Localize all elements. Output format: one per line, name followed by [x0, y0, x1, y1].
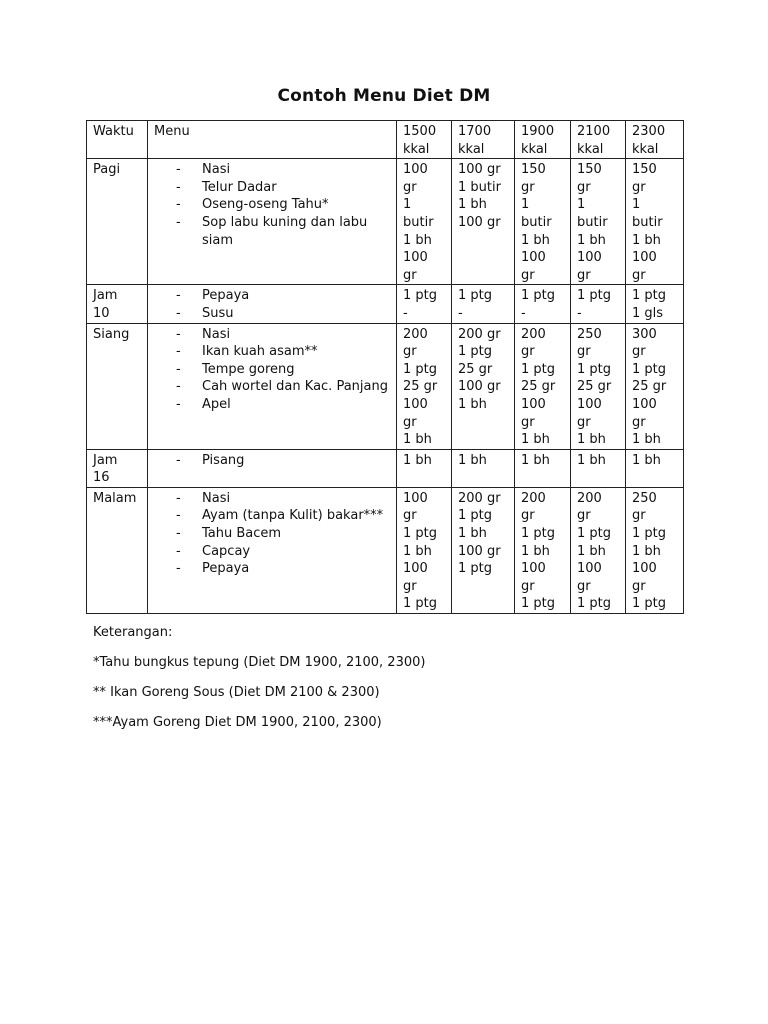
portion-cell [452, 323, 515, 449]
portion-cell [515, 159, 571, 285]
portion-value: - [403, 305, 408, 321]
portion-value: 1 ptg [521, 288, 556, 304]
portion-value: 200 gr [458, 490, 501, 506]
portion-value: 100 [403, 561, 428, 577]
portion-cell [397, 449, 452, 487]
portion-cell [515, 323, 571, 449]
portion-value: 200 [577, 490, 602, 506]
header-kcal-number: 1700 [458, 124, 492, 139]
header-kcal-number: 2100 [577, 124, 611, 139]
portion-value: 150 [577, 162, 602, 178]
menu-item: - Nasi [176, 161, 391, 179]
page-title: Contoh Menu Diet DM [277, 86, 491, 106]
waktu-label: Malam [93, 490, 137, 506]
portion-value: 150 [521, 162, 546, 178]
portion-cell [452, 285, 515, 323]
menu-item: - Oseng-oseng Tahu* [176, 196, 391, 214]
portion-cell [626, 323, 684, 449]
portion-value: 25 gr [632, 379, 667, 395]
portion-value: 1 bh [403, 452, 432, 468]
portion-value: 1 [577, 197, 586, 213]
portion-value: butir [521, 214, 552, 230]
menu-cell [148, 449, 397, 487]
waktu-label: Pagi [93, 162, 121, 178]
portion-value: gr [632, 179, 646, 195]
portion-value: 200 [521, 490, 546, 506]
diet-menu-table [86, 120, 684, 614]
menu-item: - Tahu Bacem [176, 525, 391, 543]
portion-value: gr [632, 414, 646, 430]
portion-cell [397, 159, 452, 285]
portion-value: 100 [577, 396, 602, 412]
header-kcal-number: 2300 [632, 124, 666, 139]
menu-item: - Pisang [176, 452, 391, 470]
portion-value: - [577, 305, 582, 321]
portion-value: 1 bh [577, 432, 606, 448]
portion-value: - [458, 305, 463, 321]
header-kcal-unit: kkal [521, 141, 548, 157]
portion-value: 1 [632, 197, 641, 213]
portion-value: gr [521, 267, 535, 283]
portion-cell [452, 159, 515, 285]
portion-value: 1 bh [458, 197, 487, 213]
portion-value: 1 bh [403, 543, 432, 559]
portion-value: 1 ptg [403, 596, 438, 612]
portion-value: 25 gr [577, 379, 612, 395]
waktu-label: Jam [93, 452, 118, 468]
waktu-label: 16 [93, 470, 110, 486]
menu-item: - Cah wortel dan Kac. Panjang [176, 378, 391, 396]
portion-value: gr [577, 267, 591, 283]
notes-heading: Keterangan: [93, 625, 173, 640]
waktu-label: Jam [93, 288, 118, 304]
portion-cell [515, 285, 571, 323]
portion-value: butir [577, 214, 608, 230]
portion-value: gr [632, 267, 646, 283]
menu-item: - Nasi [176, 490, 391, 508]
portion-value: 1 bh [403, 232, 432, 248]
portion-value: 250 [577, 326, 602, 342]
portion-value: gr [403, 267, 417, 283]
menu-item: - Capcay [176, 543, 391, 561]
header-kcal-number: 1900 [521, 124, 555, 139]
portion-value: 1 bh [521, 543, 550, 559]
portion-value: 100 [403, 162, 428, 178]
header-kcal-number: 1500 [403, 124, 437, 139]
table-header-row [87, 121, 684, 159]
portion-value: 100 gr [458, 162, 501, 178]
menu-item: - Ayam (tanpa Kulit) bakar*** [176, 507, 391, 525]
portion-value: 1 ptg [577, 288, 612, 304]
waktu-cell [87, 285, 148, 323]
portion-value: gr [632, 508, 646, 524]
portion-cell [626, 449, 684, 487]
portion-value: gr [577, 578, 591, 594]
portion-value: 1 ptg [458, 344, 493, 360]
portion-value: 1 [403, 197, 412, 213]
menu-list [176, 161, 391, 249]
portion-value: 1 bh [458, 452, 487, 468]
portion-cell [571, 159, 626, 285]
portion-value: 1 ptg [577, 526, 612, 542]
menu-item: - Tempe goreng [176, 361, 391, 379]
portion-cell [571, 449, 626, 487]
portion-value: 1 bh [458, 396, 487, 412]
menu-item: - Nasi [176, 326, 391, 344]
menu-cell [148, 285, 397, 323]
table-row [87, 487, 684, 613]
portion-value: 200 gr [458, 326, 501, 342]
portion-value: 100 [521, 250, 546, 266]
portion-cell [571, 487, 626, 613]
portion-value: gr [403, 414, 417, 430]
portion-cell [397, 285, 452, 323]
portion-value: 25 gr [458, 361, 493, 377]
portion-value: gr [521, 179, 535, 195]
table-row [87, 285, 684, 323]
portion-value: butir [403, 214, 434, 230]
menu-item: - Telur Dadar [176, 179, 391, 197]
portion-value: 100 gr [458, 543, 501, 559]
waktu-cell [87, 487, 148, 613]
portion-value: gr [403, 508, 417, 524]
portion-value: 1 bh [403, 432, 432, 448]
portion-value: 1 ptg [577, 361, 612, 377]
portion-value: 1 bh [577, 452, 606, 468]
portion-cell [397, 487, 452, 613]
portion-value: 1 ptg [403, 361, 438, 377]
portion-value: 1 bh [521, 452, 550, 468]
portion-value: - [521, 305, 526, 321]
portion-value: 1 ptg [403, 526, 438, 542]
note-item: *Tahu bungkus tepung (Diet DM 1900, 2100, 2300) [93, 655, 426, 670]
portion-value: 100 [632, 250, 657, 266]
header-waktu: Waktu [87, 121, 148, 159]
portion-value: 100 gr [458, 214, 501, 230]
portion-value: 1 ptg [521, 526, 556, 542]
menu-item: - Susu [176, 305, 391, 323]
header-menu: Menu [148, 121, 397, 159]
portion-value: 1 ptg [403, 288, 438, 304]
portion-value: 1 bh [521, 432, 550, 448]
menu-list [176, 452, 391, 470]
portion-value: 1 ptg [521, 361, 556, 377]
portion-cell [626, 159, 684, 285]
portion-value: gr [521, 578, 535, 594]
menu-item: - Pepaya [176, 560, 391, 578]
waktu-label: Siang [93, 326, 130, 342]
portion-value: 1 ptg [458, 288, 493, 304]
portion-value: gr [632, 578, 646, 594]
header-kcal-2300 [626, 121, 684, 159]
portion-value: 100 [403, 250, 428, 266]
header-kcal-unit: kkal [403, 141, 430, 157]
table-row [87, 159, 684, 285]
portion-value: 150 [632, 162, 657, 178]
portion-value: 1 ptg [458, 508, 493, 524]
waktu-cell [87, 323, 148, 449]
portion-value: 1 ptg [577, 596, 612, 612]
portion-value: 100 [577, 250, 602, 266]
portion-value: gr [577, 179, 591, 195]
portion-value: 1 bh [458, 526, 487, 542]
table-row [87, 323, 684, 449]
portion-value: 1 ptg [632, 288, 667, 304]
notes-section [93, 624, 425, 744]
portion-value: 100 [521, 561, 546, 577]
portion-value: gr [577, 414, 591, 430]
menu-list [176, 287, 391, 322]
portion-value: gr [577, 508, 591, 524]
portion-value: 1 [521, 197, 530, 213]
portion-value: gr [632, 344, 646, 360]
waktu-cell [87, 159, 148, 285]
waktu-cell [87, 449, 148, 487]
portion-value: 250 [632, 490, 657, 506]
header-kcal-2100 [571, 121, 626, 159]
portion-cell [626, 285, 684, 323]
portion-value: gr [403, 179, 417, 195]
portion-value: 100 [632, 396, 657, 412]
portion-cell [452, 449, 515, 487]
portion-value: 1 ptg [632, 596, 667, 612]
portion-value: gr [521, 508, 535, 524]
portion-value: 1 butir [458, 179, 501, 195]
portion-cell [515, 487, 571, 613]
portion-value: gr [403, 344, 417, 360]
portion-value: 1 bh [632, 432, 661, 448]
portion-cell [626, 487, 684, 613]
portion-value: butir [632, 214, 663, 230]
portion-value: 100 [577, 561, 602, 577]
portion-value: 1 ptg [632, 361, 667, 377]
menu-item: - Pepaya [176, 287, 391, 305]
menu-cell [148, 487, 397, 613]
portion-value: 200 [403, 326, 428, 342]
portion-value: 1 bh [521, 232, 550, 248]
portion-value: 1 ptg [521, 596, 556, 612]
portion-value: 300 [632, 326, 657, 342]
table-body [87, 121, 684, 614]
portion-value: gr [577, 344, 591, 360]
menu-item: - Sop labu kuning dan labu siam [176, 214, 391, 249]
portion-value: 1 bh [577, 232, 606, 248]
portion-value: 25 gr [521, 379, 556, 395]
portion-value: 1 bh [632, 452, 661, 468]
menu-item: - Apel [176, 396, 391, 414]
menu-list [176, 490, 391, 578]
menu-item: - Ikan kuah asam** [176, 343, 391, 361]
portion-value: 1 ptg [458, 561, 493, 577]
portion-cell [397, 323, 452, 449]
menu-cell [148, 159, 397, 285]
portion-value: 1 ptg [632, 526, 667, 542]
portion-cell [571, 323, 626, 449]
header-kcal-unit: kkal [632, 141, 659, 157]
portion-value: 1 bh [577, 543, 606, 559]
portion-value: 1 bh [632, 232, 661, 248]
portion-value: 1 gls [632, 305, 664, 321]
portion-value: gr [403, 578, 417, 594]
portion-value: 100 [521, 396, 546, 412]
note-item: ** Ikan Goreng Sous (Diet DM 2100 & 2300) [93, 685, 380, 700]
portion-value: 100 gr [458, 379, 501, 395]
portion-value: 100 [403, 490, 428, 506]
note-item: ***Ayam Goreng Diet DM 1900, 2100, 2300) [93, 715, 382, 730]
portion-cell [515, 449, 571, 487]
table-row [87, 449, 684, 487]
portion-cell [452, 487, 515, 613]
header-kcal-1900 [515, 121, 571, 159]
header-kcal-1500 [397, 121, 452, 159]
portion-value: 1 bh [632, 543, 661, 559]
portion-value: 100 [632, 561, 657, 577]
menu-cell [148, 323, 397, 449]
portion-value: 200 [521, 326, 546, 342]
menu-list [176, 326, 391, 414]
portion-cell [571, 285, 626, 323]
portion-value: gr [521, 414, 535, 430]
portion-value: 100 [403, 396, 428, 412]
header-kcal-unit: kkal [577, 141, 604, 157]
waktu-label: 10 [93, 305, 110, 321]
portion-value: 25 gr [403, 379, 438, 395]
portion-value: gr [521, 344, 535, 360]
header-kcal-unit: kkal [458, 141, 485, 157]
header-kcal-1700 [452, 121, 515, 159]
